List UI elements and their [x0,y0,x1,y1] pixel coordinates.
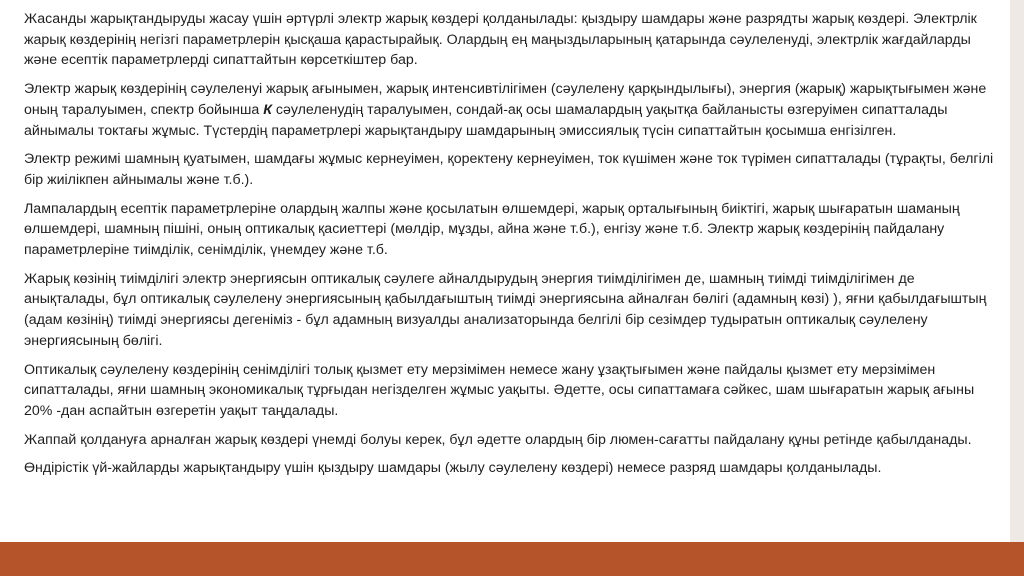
paragraph-2-after: сәулеленудің таралуымен, сондай-ақ осы шамалардың уақытқа байланысты өзгеруімен сипатталады айнымалы токтағы жұмыс. Түстердің параметрлері жарықтандыру шамдарының эмиссиялық түсін сипаттайтын қосымша енгізілген. [24,101,948,139]
paragraph-7: Жаппай қолдануға арналған жарық көздері үнемді болуы керек, бұл әдетте олардың бір люмен-сағатты пайдалану құны ретінде қабылданады. [24,431,972,448]
paragraph-2-before: Электр жарық көздерінің сәулеленуі жарық ағынымен, жарық интенсивтілігімен (сәулелену қарқындылығы), энергия (жарық) жарықтығымен және оның таралуымен, спектр бойынша [24,81,987,118]
paragraph-2 [24,79,996,141]
paragraph-2-emphasis: К [263,101,272,118]
slide-body [24,9,996,487]
footer-accent-band [0,542,1024,576]
right-decorative-stripe [1010,0,1024,542]
paragraph-4: Лампалардың есептік параметрлеріне олардың жалпы және қосылатын өлшемдері, жарық орталығының биіктігі, жарық шығаратын шаманың өлшемдері, шамның пішіні, оның оптикалық қасиеттері (мөлдір, мұзды, айна және т.б.), енгізу және т.б. Электр жарық көздерінің пайдалану параметрлеріне тиімділік, сенімділік, үнемдеу және т.б. [24,200,960,259]
paragraph-5: Жарық көзінің тиімділігі электр энергиясын оптикалық сәулеге айналдырудың энергия тиімділігімен де, шамның тиімді тиімділігімен де анықталады, бұл оптикалық сәулелену энергиясының қабылдағыштың тиімді энергиясына айналған бөлігі (адамның көзі) ), яғни қабылдағыштың (адам көзінің) тиімді энергиясы дегеніміз - бұл адамның визуалды анализаторында белгілі бір сезімдер тудыратын оптикалық сәулелену энергиясының бөлігі. [24,270,987,349]
paragraph-6: Оптикалық сәулелену көздерінің сенімділігі толық қызмет ету мерзімімен немесе жану ұзақтығымен және пайдалы қызмет ету мерзімімен сипатталады, яғни шамның экономикалық тұрғыдан негізделген жұмыс уақыты. Әдетте, осы сипаттамаға сәйкес, шам шығаратын жарық ағыны 20% -дан аспайтын өзгеретін уақыт таңдалады. [24,361,975,419]
paragraph-1: Жасанды жарықтандыруды жасау үшін әртүрлі электр жарық көздері қолданылады: қыздыру шамдары және разрядты жарық көздері. Электрлік жарық көздерінің негізгі параметрлерін қысқаша қарастырайық. Олардың ең маңыздыларының қатарында сәулеленуді, электрлік жағдайларды және есептік параметрлерді сипаттайтын көрсеткіштер бар. [24,11,977,69]
paragraph-3: Электр режимі шамның қуатымен, шамдағы жұмыс кернеуімен, қоректену кернеуімен, ток күшімен және ток түрімен сипатталады (тұрақты, белгілі бір жиілікпен айнымалы және т.б.). [24,151,994,188]
paragraph-8: Өндірістік үй-жайларды жарықтандыру үшін қыздыру шамдары (жылу сәулелену көздері) немесе разряд шамдары қолданылады. [24,460,882,477]
